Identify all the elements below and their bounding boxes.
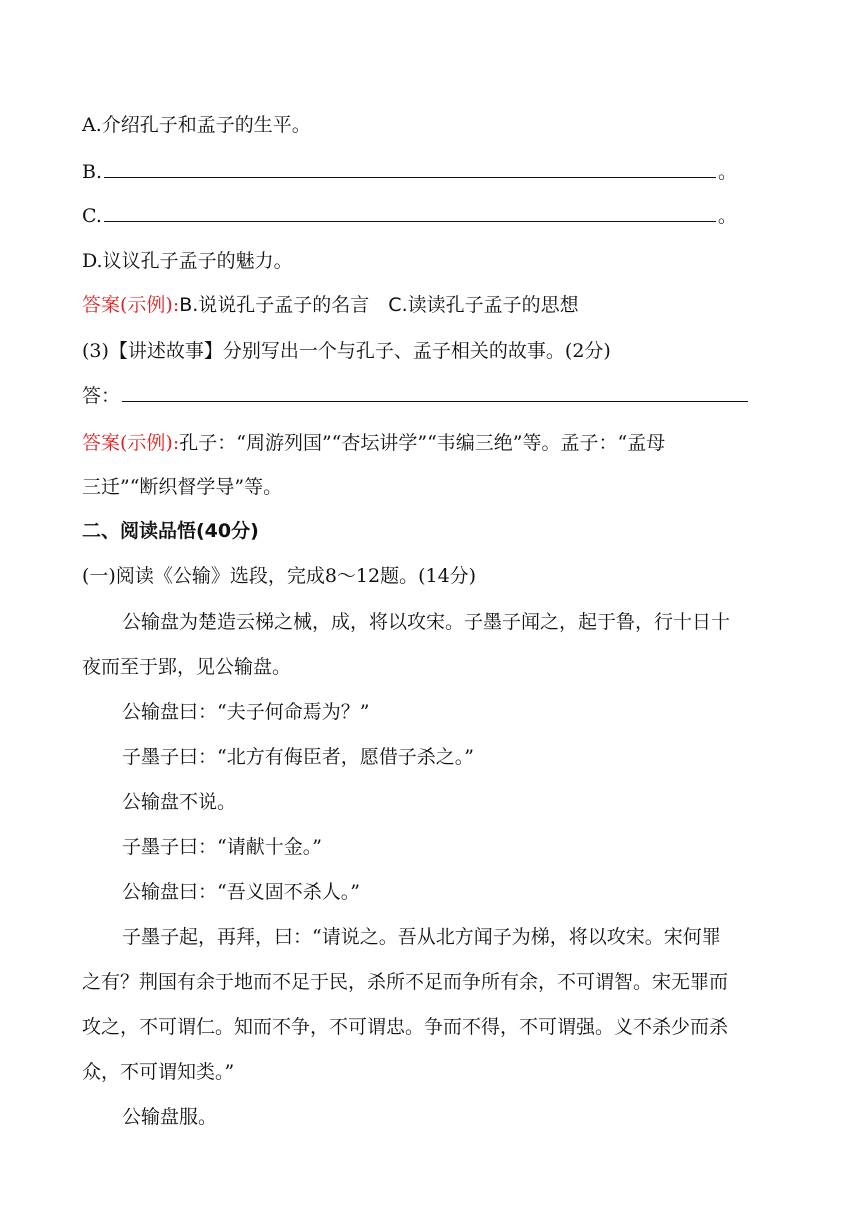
answer-2-line-2: 三迁”“断织督学导”等。 — [82, 476, 283, 498]
answer-2-line-1 — [82, 428, 665, 458]
option-d: D.议议孔子孟子的魅力。 — [82, 250, 293, 272]
answer-1 — [82, 290, 579, 320]
answer-blank[interactable] — [122, 381, 748, 402]
passage-line: 子墨子曰：“北方有侮臣者，愿借子杀之。” — [122, 746, 474, 768]
passage-line: 之有？荆国有余于地而不足于民，杀所不足而争所有余，不可谓智。宋无罪而 — [82, 971, 729, 993]
question-3: (3)【讲述故事】分别写出一个与孔子、孟子相关的故事。(2分) — [82, 340, 611, 362]
passage-line: 公输盘曰：“夫子何命焉为？” — [122, 701, 370, 723]
passage-line: 子墨子起，再拜，曰：“请说之。吾从北方闻子为梯，将以攻宋。宋何罪 — [122, 926, 721, 948]
option-c-prefix: C. — [82, 205, 102, 227]
passage-line: 公输盘不说。 — [122, 791, 237, 813]
option-b-suffix: 。 — [718, 161, 738, 183]
option-c-suffix: 。 — [717, 205, 737, 227]
passage-line: 攻之，不可谓仁。知而不争，不可谓忠。争而不得，不可谓强。义不杀少而杀 — [82, 1016, 729, 1038]
option-b-prefix: B. — [82, 161, 103, 183]
option-b-blank[interactable] — [104, 157, 716, 178]
passage-line: 公输盘服。 — [122, 1106, 218, 1128]
answer-2-label: 答案(示例): — [82, 432, 180, 454]
option-c — [82, 201, 737, 231]
section-subtitle: (一)阅读《公输》选段，完成8～12题。(14分) — [82, 565, 477, 587]
answer-prefix: 答： — [82, 385, 121, 407]
answer-1-label: 答案(示例): — [82, 294, 180, 316]
option-b — [82, 157, 737, 187]
section-title: 二、阅读品悟(40分) — [82, 520, 259, 542]
answer-1-text: B.说说孔子孟子的名言 C.读读孔子孟子的思想 — [179, 294, 579, 316]
option-a: A.介绍孔子和孟子的生平。 — [82, 114, 311, 136]
passage-line: 众，不可谓知类。” — [82, 1061, 235, 1083]
passage-line: 公输盘为楚造云梯之械，成，将以攻宋。子墨子闻之，起于鲁，行十日十 — [122, 611, 731, 633]
passage-line: 子墨子曰：“请献十金。” — [122, 836, 322, 858]
passage-line: 夜而至于郢，见公输盘。 — [82, 656, 292, 678]
answer-2-text-1: 孔子：“周游列国”“杏坛讲学”“韦编三绝”等。孟子：“孟母 — [179, 432, 666, 454]
option-c-blank[interactable] — [104, 201, 716, 222]
passage-line: 公输盘曰：“吾义固不杀人。” — [122, 881, 360, 903]
question-3-answer — [82, 381, 750, 411]
